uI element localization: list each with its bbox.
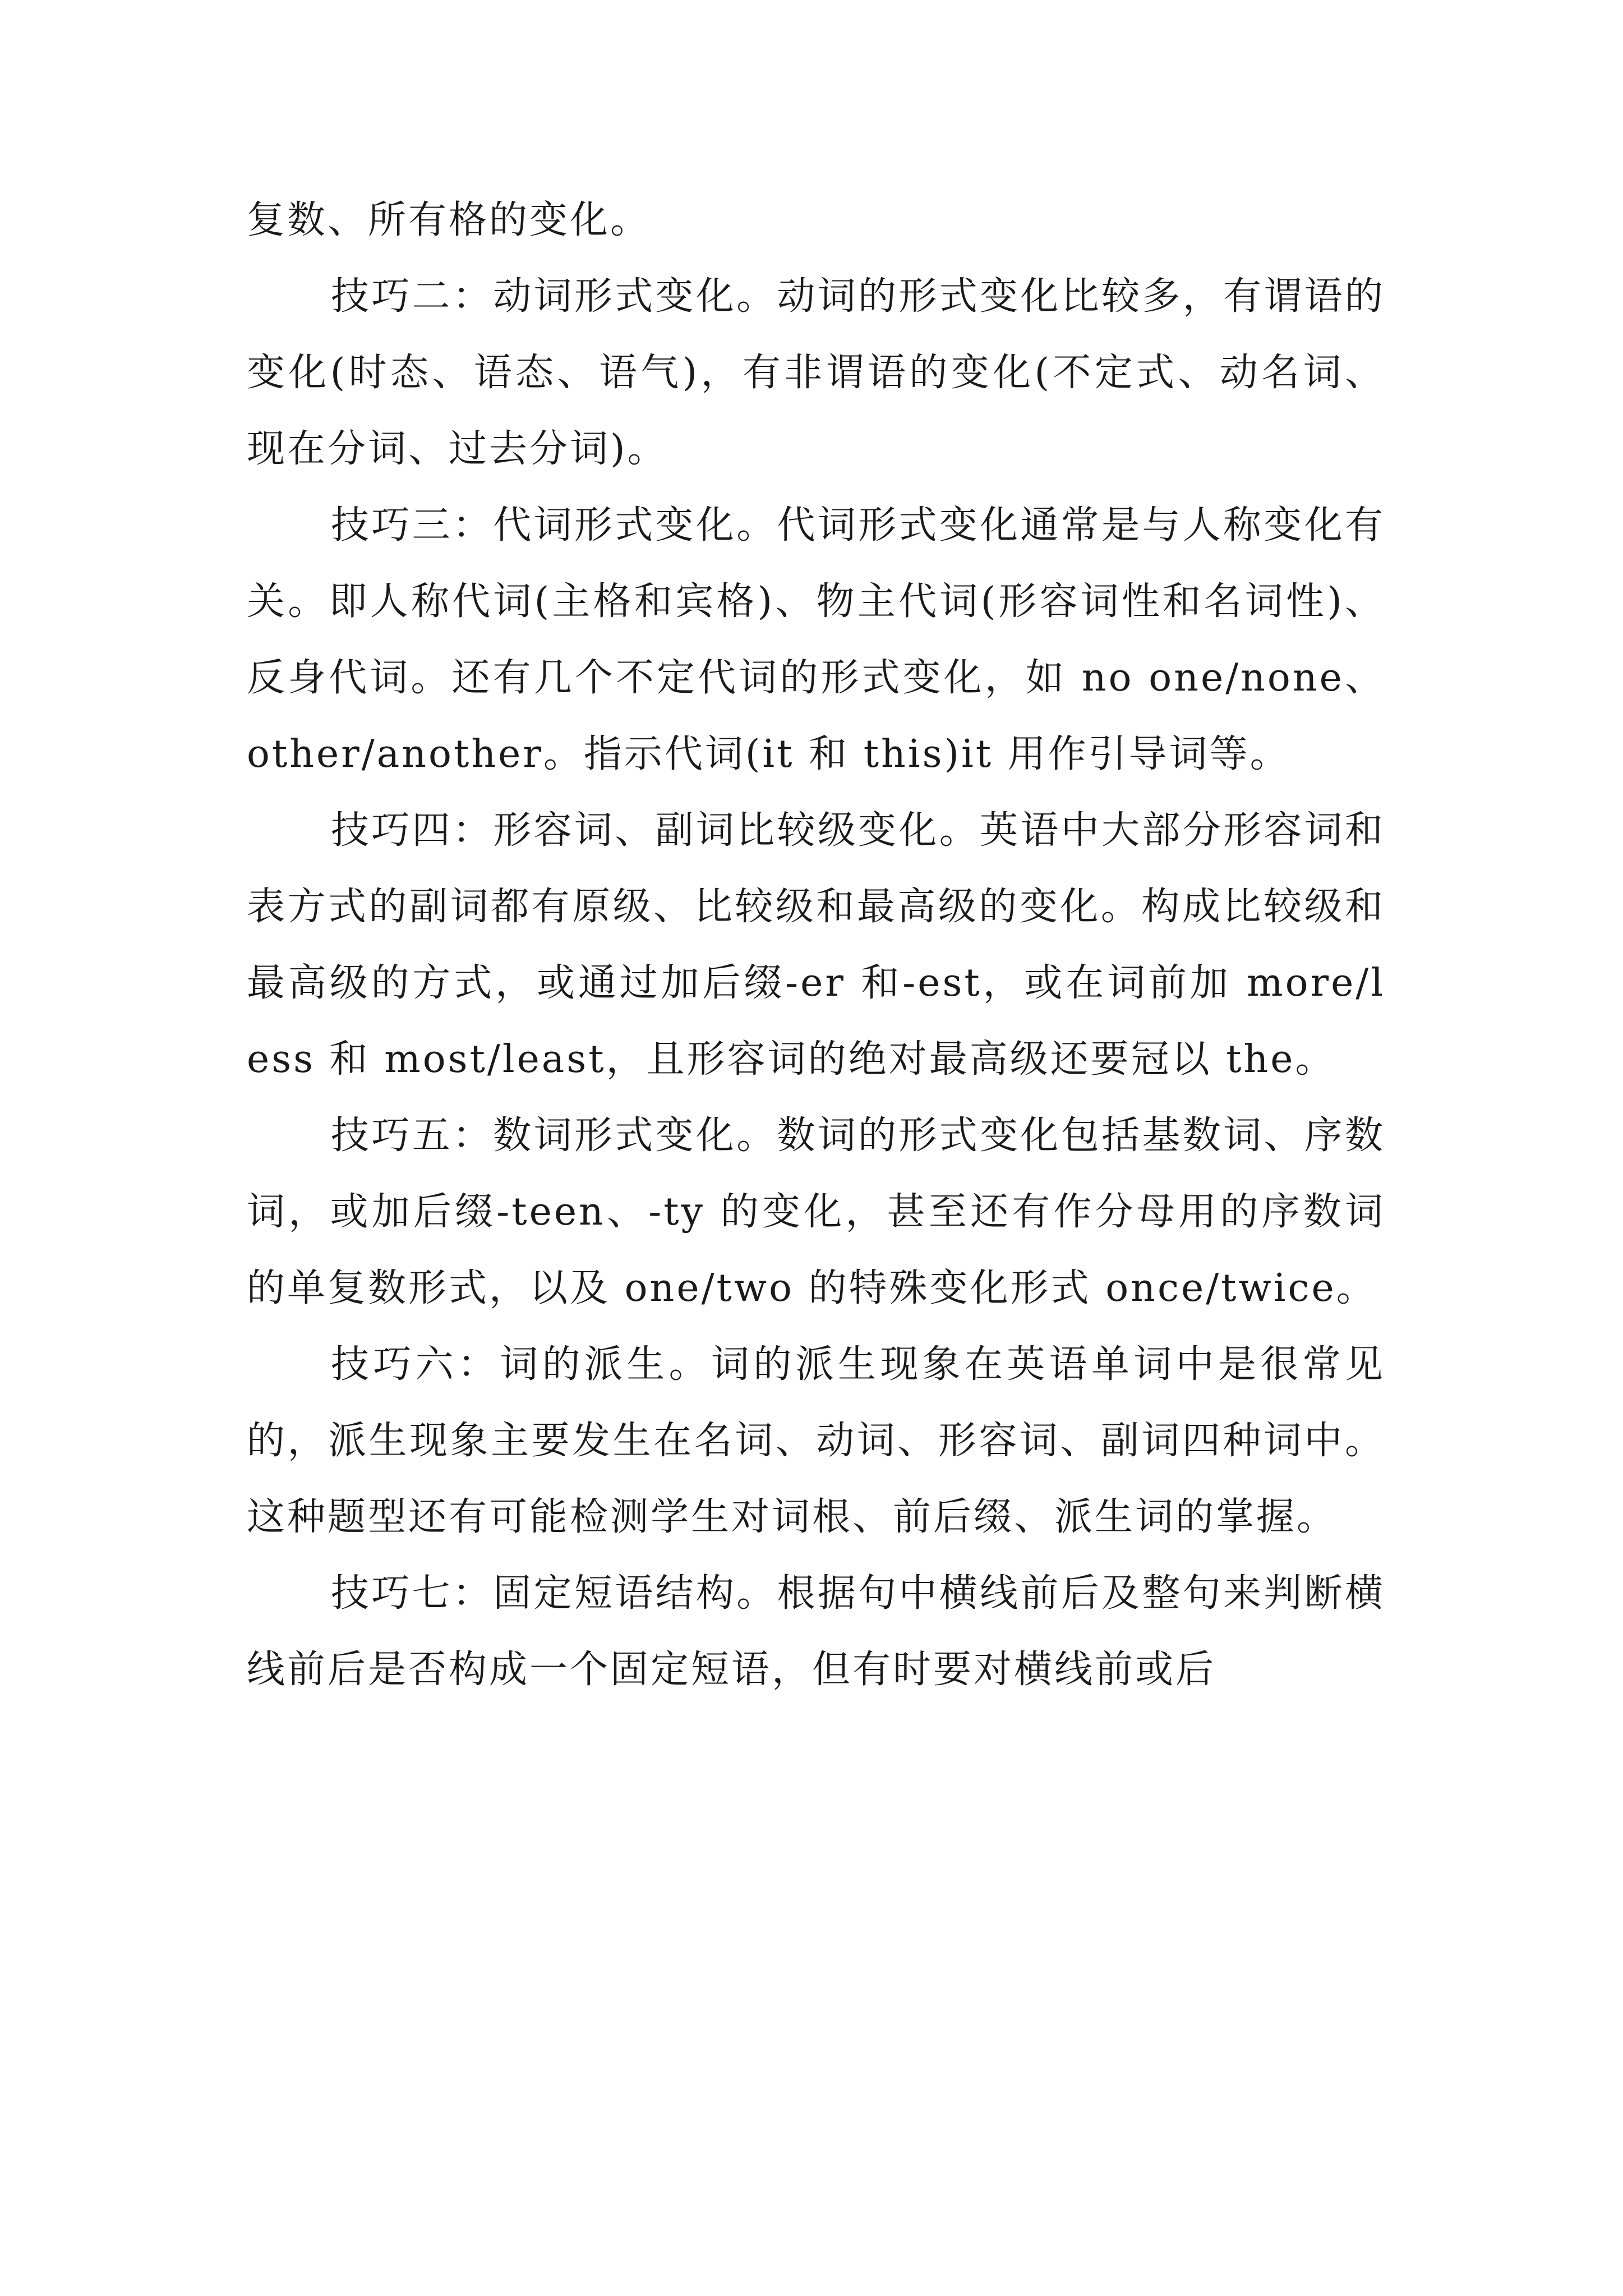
paragraph-tip-6: 技巧六：词的派生。词的派生现象在英语单词中是很常见的，派生现象主要发生在名词、动词、形容词、副词四种词中。这种题型还有可能检测学生对词根、前后缀、派生词的掌握。 [247, 1342, 1385, 1539]
paragraph-tip-3: 技巧三：代词形式变化。代词形式变化通常是与人称变化有关。即人称代词(主格和宾格)、物主代词(形容词性和名词性)、反身代词。还有几个不定代词的形式变化，如 no one/none、other/another。指示代词(it 和 this)it 用作引导词等。 [247, 503, 1385, 776]
paragraph-continuation: 复数、所有格的变化。 [247, 198, 651, 242]
body-text [247, 182, 1385, 1708]
paragraph-tip-4: 技巧四：形容词、副词比较级变化。英语中大部分形容词和表方式的副词都有原级、比较级和最高级的变化。构成比较级和最高级的方式，或通过加后缀-er 和-est，或在词前加 more/less 和 most/least，且形容词的绝对最高级还要冠以 the。 [247, 808, 1385, 1082]
paragraph-tip-5: 技巧五：数词形式变化。数词的形式变化包括基数词、序数词，或加后缀-teen、-ty 的变化，甚至还有作分母用的序数词的单复数形式，以及 one/two 的特殊变化形式 once/twice。 [247, 1114, 1385, 1310]
paragraph-tip-7: 技巧七：固定短语结构。根据句中横线前后及整句来判断横线前后是否构成一个固定短语，但有时要对横线前或后 [247, 1571, 1385, 1692]
paragraph-tip-2: 技巧二：动词形式变化。动词的形式变化比较多，有谓语的变化(时态、语态、语气)，有非谓语的变化(不定式、动名词、现在分词、过去分词)。 [247, 274, 1385, 471]
